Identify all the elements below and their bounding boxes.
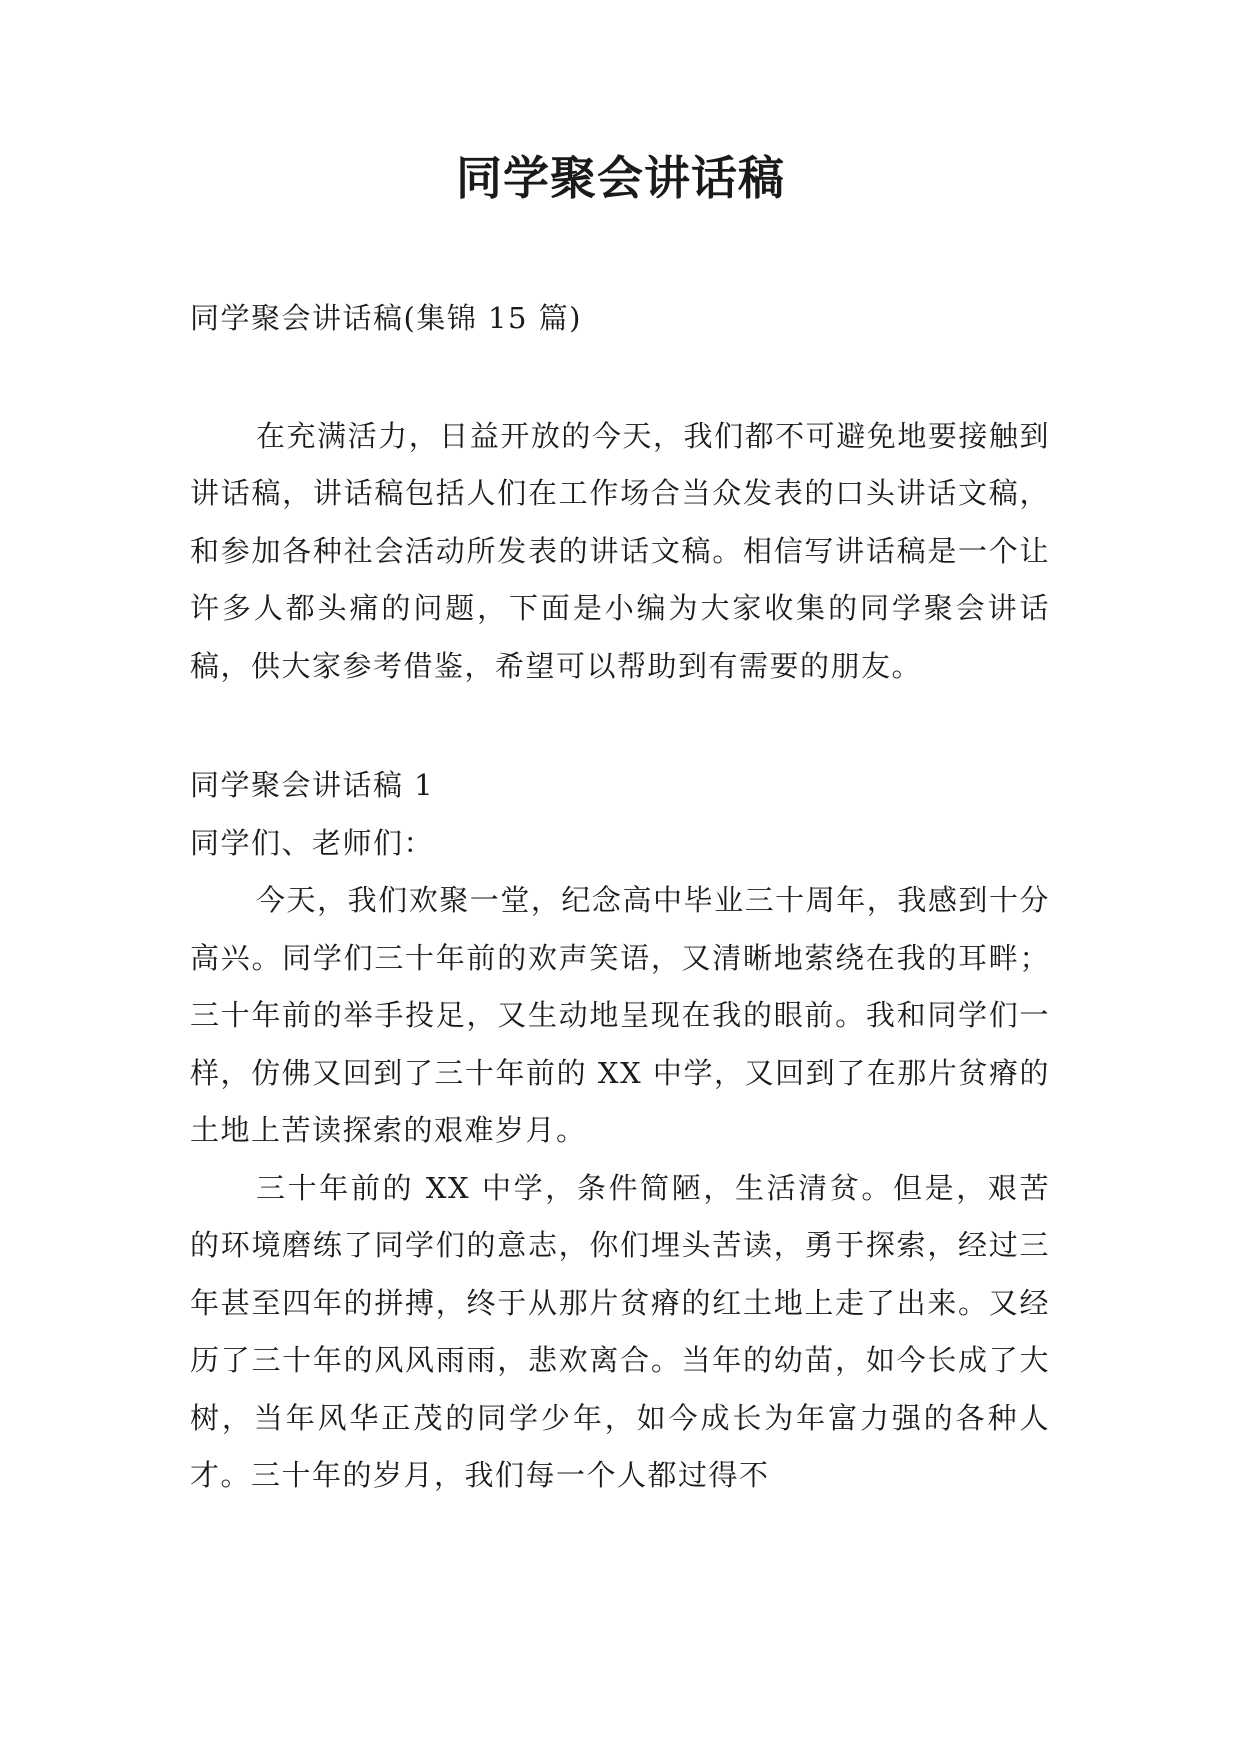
document-subtitle: 同学聚会讲话稿(集锦 15 篇) [190,301,582,335]
body-paragraph: 今天，我们欢聚一堂，纪念高中毕业三十周年，我感到十分高兴。同学们三十年前的欢声笑语，又清晰地萦绕在我的耳畔；三十年前的举手投足，又生动地呈现在我的眼前。我和同学们一样，仿佛又回到了三十年前的 XX 中学，又回到了在那片贫瘠的土地上苦读探索的艰难岁月。 [190,883,1050,1147]
intro-paragraph: 在充满活力，日益开放的今天，我们都不可避免地要接触到讲话稿，讲话稿包括人们在工作场合当众发表的口头讲话文稿，和参加各种社会活动所发表的讲话文稿。相信写讲话稿是一个让许多人都头痛的问题，下面是小编为大家收集的同学聚会讲话稿，供大家参考借鉴，希望可以帮助到有需要的朋友。 [190,418,1050,683]
section-heading: 同学聚会讲话稿 1 [190,768,435,802]
document-body [190,290,1050,1505]
body-paragraph: 三十年前的 XX 中学，条件简陋，生活清贫。但是，艰苦的环境磨练了同学们的意志，你们埋头苦读，勇于探索，经过三年甚至四年的拼搏，终于从那片贫瘠的红土地上走了出来。又经历了三十年的风风雨雨，悲欢离合。当年的幼苗，如今长成了大树，当年风华正茂的同学少年，如今成长为年富力强的各种人才。三十年的岁月，我们每一个人都过得不 [190,1170,1050,1492]
document-title: 同学聚会讲话稿 [456,151,785,205]
salutation: 同学们、老师们： [190,825,435,860]
